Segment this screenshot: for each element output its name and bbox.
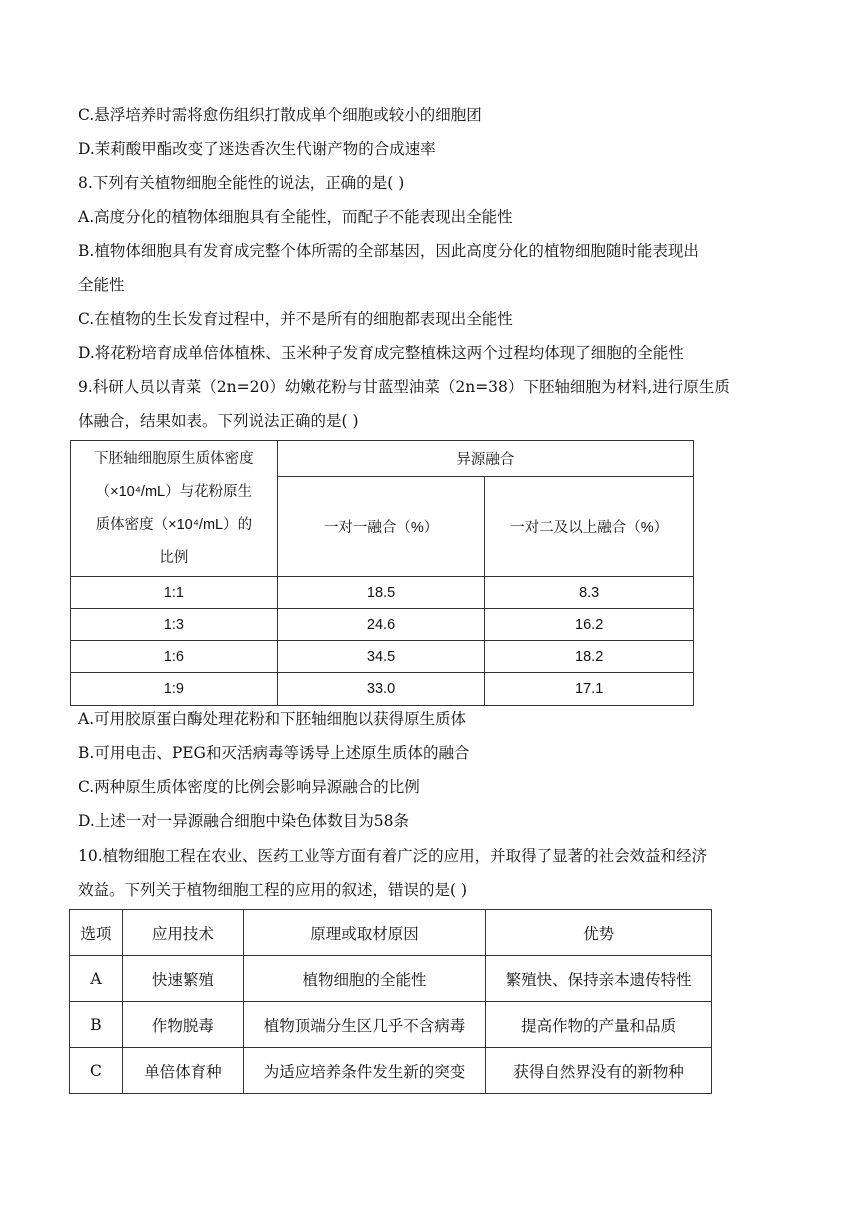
header-one-to-one: 一对一融合（%） <box>277 477 485 577</box>
principle-cell: 植物顶端分生区几乎不含病毒 <box>243 1002 486 1048</box>
advantage-cell: 获得自然界没有的新物种 <box>486 1048 712 1094</box>
technique-cell: 快速繁殖 <box>122 956 243 1002</box>
q8-option-b-line2: 全能性 <box>78 276 125 294</box>
ratio-cell: 1:9 <box>71 673 278 706</box>
q8-stem: 8.下列有关植物细胞全能性的说法，正确的是( ) <box>78 174 405 192</box>
table-row <box>71 673 694 706</box>
header-density-ratio <box>71 441 278 577</box>
q7-option-c: C.悬浮培养时需将愈伤组织打散成单个细胞或较小的细胞团 <box>78 106 482 124</box>
fusion-results-table <box>70 440 694 706</box>
technique-cell: 单倍体育种 <box>122 1048 243 1094</box>
advantage-cell: 繁殖快、保持亲本遗传特性 <box>486 956 712 1002</box>
option-cell: C <box>70 1048 123 1094</box>
ratio-cell: 1:1 <box>71 577 278 609</box>
one-to-one-cell: 18.5 <box>277 577 485 609</box>
header-one-to-many: 一对二及以上融合（%） <box>485 477 694 577</box>
q8-option-b-line1: B.植物体细胞具有发育成完整个体所需的全部基因，因此高度分化的植物细胞随时能表现出 <box>78 242 699 260</box>
one-to-many-cell: 16.2 <box>485 609 694 641</box>
header-option: 选项 <box>70 910 123 956</box>
header-ratio-line1: 下胚轴细胞原生质体密度 <box>94 450 254 467</box>
plant-cell-engineering-table <box>69 909 712 1094</box>
q9-option-c: C.两种原生质体密度的比例会影响异源融合的比例 <box>78 778 420 796</box>
one-to-many-cell: 8.3 <box>485 577 694 609</box>
header-technique: 应用技术 <box>122 910 243 956</box>
option-cell: A <box>70 956 123 1002</box>
table-row <box>70 1002 712 1048</box>
table-row <box>70 1048 712 1094</box>
principle-cell: 植物细胞的全能性 <box>243 956 486 1002</box>
principle-cell: 为适应培养条件发生新的突变 <box>243 1048 486 1094</box>
one-to-one-cell: 24.6 <box>277 609 485 641</box>
advantage-cell: 提高作物的产量和品质 <box>486 1002 712 1048</box>
one-to-many-cell: 18.2 <box>485 641 694 673</box>
header-ratio-line3: 质体密度（×10⁴/mL）的 <box>95 516 253 533</box>
table-row <box>70 956 712 1002</box>
technique-cell: 作物脱毒 <box>122 1002 243 1048</box>
q10-stem-line1: 10.植物细胞工程在农业、医药工业等方面有着广泛的应用，并取得了显著的社会效益和经济 <box>78 847 708 865</box>
header-ratio-line4: 比例 <box>159 549 189 566</box>
header-ratio-line2: （×10⁴/mL）与花粉原生 <box>95 483 253 500</box>
table-row <box>71 577 694 609</box>
q9-option-d: D.上述一对一异源融合细胞中染色体数目为58条 <box>78 812 410 830</box>
q9-stem-line2: 体融合，结果如表。下列说法正确的是( ) <box>78 412 359 430</box>
q8-option-a: A.高度分化的植物体细胞具有全能性，而配子不能表现出全能性 <box>78 208 513 226</box>
q9-option-a: A.可用胶原蛋白酶处理花粉和下胚轴细胞以获得原生质体 <box>78 710 467 728</box>
table-header-row <box>70 910 712 956</box>
ratio-cell: 1:3 <box>71 609 278 641</box>
q8-option-c: C.在植物的生长发育过程中，并不是所有的细胞都表现出全能性 <box>78 310 513 328</box>
q10-stem-line2: 效益。下列关于植物细胞工程的应用的叙述，错误的是( ) <box>78 881 468 899</box>
option-cell: B <box>70 1002 123 1048</box>
header-principle: 原理或取材原因 <box>243 910 486 956</box>
q7-option-d: D.茉莉酸甲酯改变了迷迭香次生代谢产物的合成速率 <box>78 140 436 158</box>
q9-stem-line1: 9.科研人员以青菜（2n=20）幼嫩花粉与甘蓝型油菜（2n=38）下胚轴细胞为材料,进行原生质 <box>78 378 730 396</box>
q8-option-d: D.将花粉培育成单倍体植株、玉米种子发育成完整植株这两个过程均体现了细胞的全能性 <box>78 344 684 362</box>
table-row <box>71 641 694 673</box>
q9-option-b: B.可用电击、PEG和灭活病毒等诱导上述原生质体的融合 <box>78 744 470 762</box>
one-to-one-cell: 33.0 <box>277 673 485 706</box>
one-to-one-cell: 34.5 <box>277 641 485 673</box>
header-heterologous-fusion: 异源融合 <box>277 441 693 477</box>
ratio-cell: 1:6 <box>71 641 278 673</box>
table-row <box>71 609 694 641</box>
one-to-many-cell: 17.1 <box>485 673 694 706</box>
header-advantage: 优势 <box>486 910 712 956</box>
